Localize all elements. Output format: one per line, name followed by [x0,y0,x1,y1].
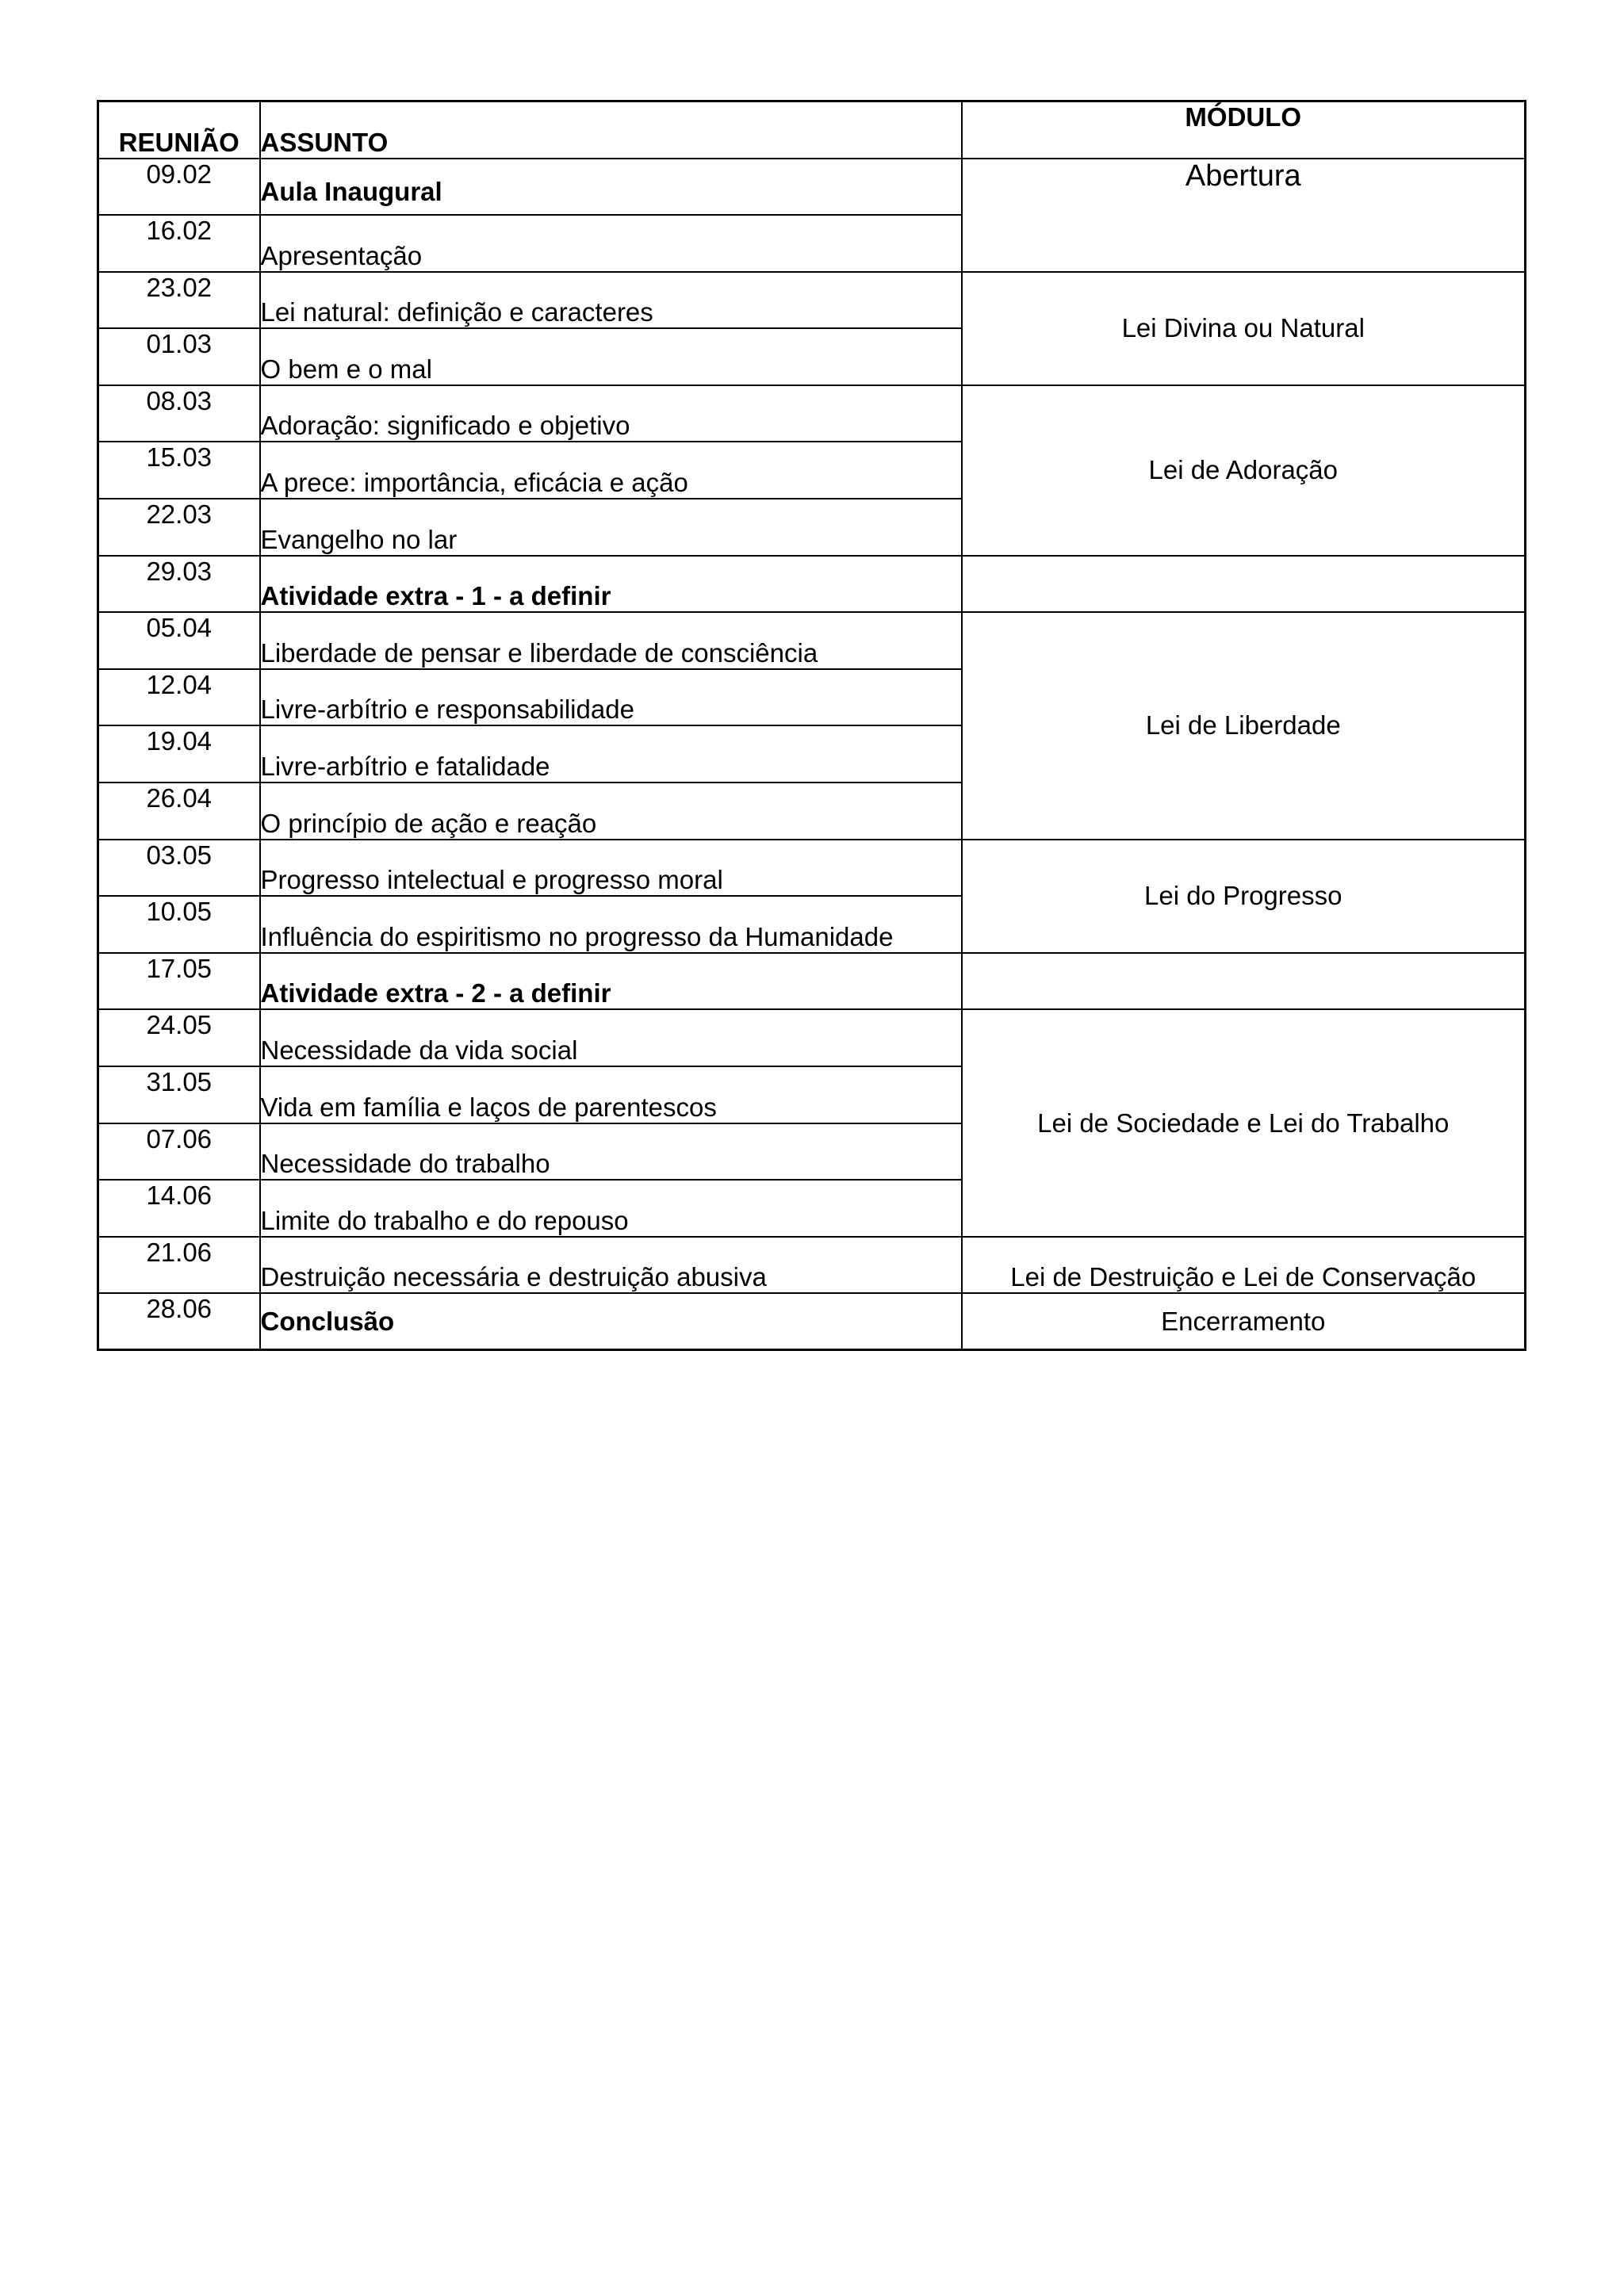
meeting-subject: Progresso intelectual e progresso moral [260,840,962,897]
meeting-subject: O princípio de ação e reação [260,783,962,840]
meeting-date: 05.04 [98,612,260,669]
meeting-date: 19.04 [98,725,260,783]
table-row [98,953,1526,1010]
header-modulo: MÓDULO [962,101,1526,159]
meeting-subject: A prece: importância, eficácia e ação [260,442,962,499]
table-row [98,556,1526,613]
meeting-date: 10.05 [98,896,260,953]
meeting-date: 12.04 [98,669,260,726]
module-cell: Lei de Adoração [962,385,1526,556]
meeting-date: 16.02 [98,215,260,272]
meeting-date: 28.06 [98,1293,260,1350]
module-cell: Lei Divina ou Natural [962,272,1526,385]
table-row [98,159,1526,216]
table-row [98,1009,1526,1066]
module-cell: Encerramento [962,1293,1526,1350]
module-cell [962,953,1526,1010]
meeting-subject: Destruição necessária e destruição abusiva [260,1237,962,1294]
meeting-date: 09.02 [98,159,260,216]
meeting-subject: Atividade extra - 1 - a definir [260,556,962,613]
schedule-body [98,159,1526,1350]
module-cell: Lei de Sociedade e Lei do Trabalho [962,1009,1526,1236]
meeting-date: 31.05 [98,1066,260,1123]
header-assunto: ASSUNTO [260,101,962,159]
meeting-subject: Influência do espiritismo no progresso da Humanidade [260,896,962,953]
table-row [98,1293,1526,1350]
module-cell: Lei do Progresso [962,840,1526,953]
meeting-subject: Atividade extra - 2 - a definir [260,953,962,1010]
schedule-table [97,100,1526,1351]
header-reuniao: REUNIÃO [98,101,260,159]
meeting-subject: Necessidade da vida social [260,1009,962,1066]
table-row [98,1237,1526,1294]
module-cell: Lei de Destruição e Lei de Conservação [962,1237,1526,1294]
table-row [98,612,1526,669]
table-row [98,272,1526,329]
meeting-date: 21.06 [98,1237,260,1294]
meeting-date: 26.04 [98,783,260,840]
meeting-date: 17.05 [98,953,260,1010]
table-row [98,840,1526,897]
meeting-subject: Livre-arbítrio e fatalidade [260,725,962,783]
module-cell [962,556,1526,613]
meeting-date: 14.06 [98,1180,260,1237]
meeting-subject: Liberdade de pensar e liberdade de consciência [260,612,962,669]
meeting-subject: O bem e o mal [260,328,962,385]
meeting-date: 22.03 [98,499,260,556]
meeting-subject: Livre-arbítrio e responsabilidade [260,669,962,726]
table-row [98,385,1526,442]
meeting-date: 08.03 [98,385,260,442]
meeting-subject: Conclusão [260,1293,962,1350]
meeting-subject: Apresentação [260,215,962,272]
module-cell: Abertura [962,159,1526,272]
meeting-date: 29.03 [98,556,260,613]
meeting-subject: Lei natural: definição e caracteres [260,272,962,329]
meeting-subject: Vida em família e laços de parentescos [260,1066,962,1123]
meeting-date: 07.06 [98,1123,260,1181]
meeting-subject: Aula Inaugural [260,159,962,216]
meeting-date: 23.02 [98,272,260,329]
meeting-date: 03.05 [98,840,260,897]
module-cell: Lei de Liberdade [962,612,1526,839]
meeting-subject: Necessidade do trabalho [260,1123,962,1181]
meeting-date: 01.03 [98,328,260,385]
meeting-subject: Evangelho no lar [260,499,962,556]
header-row [98,101,1526,159]
meeting-subject: Adoração: significado e objetivo [260,385,962,442]
meeting-subject: Limite do trabalho e do repouso [260,1180,962,1237]
meeting-date: 24.05 [98,1009,260,1066]
meeting-date: 15.03 [98,442,260,499]
